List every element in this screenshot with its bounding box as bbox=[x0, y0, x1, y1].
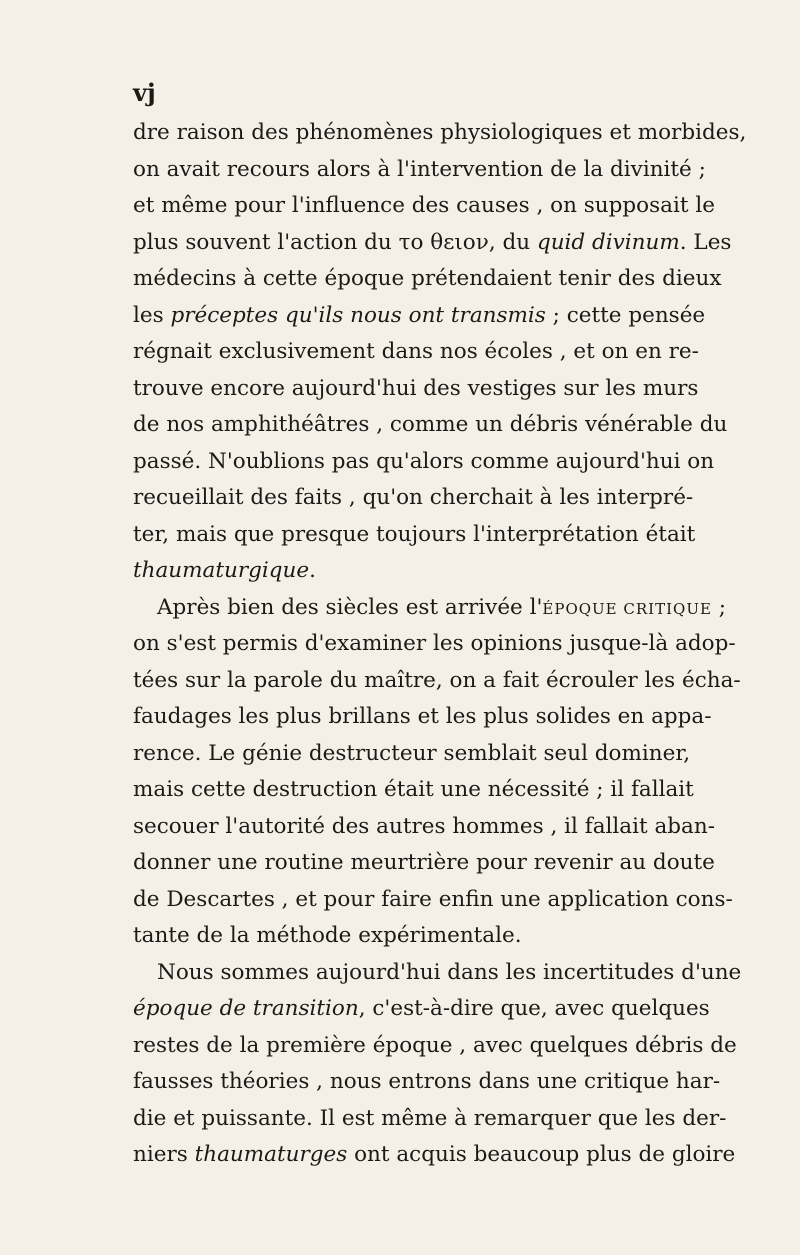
text-run: . bbox=[309, 558, 316, 583]
text-run: passé. N'oublions pas qu'alors comme aujourd'hui on bbox=[133, 448, 715, 474]
text-run: donner une routine meurtrière pour revenir au doute bbox=[133, 850, 715, 875]
italic-text: quid divinum bbox=[536, 229, 680, 255]
text-run: , c'est-à-dire que, avec quelques bbox=[358, 996, 710, 1021]
text-run: secouer l'autorité des autres hommes , il fallait aban- bbox=[133, 813, 715, 839]
text-run: médecins à cette époque prétendaient tenir des dieux bbox=[133, 266, 722, 291]
text-line bbox=[133, 626, 761, 663]
text-run: . Les bbox=[679, 229, 732, 255]
text-run: ; cette pensée bbox=[545, 302, 706, 328]
italic-text: préceptes qu'ils nous ont transmis bbox=[170, 302, 546, 328]
text-run: fausses théories , nous entrons dans une critique har- bbox=[133, 1069, 721, 1094]
text-line bbox=[133, 699, 761, 736]
text-run: ; bbox=[711, 594, 726, 620]
italic-text: époque de transition bbox=[133, 996, 359, 1021]
text-run: on s'est permis d'examiner les opinions jusque-là adop- bbox=[133, 631, 736, 656]
text-run: dre raison des phénomènes physiologiques et morbides, bbox=[133, 120, 747, 145]
text-run: trouve encore aujourd'hui des vestiges sur les murs bbox=[133, 375, 699, 401]
text-line bbox=[133, 882, 761, 919]
text-line bbox=[133, 1028, 761, 1065]
text-line bbox=[133, 444, 761, 481]
text-line bbox=[133, 261, 761, 298]
text-run: ter, mais que presque toujours l'interprétation était bbox=[133, 521, 696, 547]
text-line bbox=[133, 772, 761, 809]
text-run: rence. Le génie destructeur semblait seul dominer, bbox=[133, 740, 691, 766]
text-line bbox=[133, 809, 761, 846]
text-run: Après bien des siècles est arrivée l' bbox=[157, 594, 543, 620]
text-line bbox=[133, 590, 761, 627]
text-line bbox=[133, 115, 761, 152]
text-line bbox=[133, 736, 761, 773]
text-run: , du bbox=[488, 229, 537, 255]
text-line bbox=[133, 152, 761, 189]
text-line bbox=[133, 480, 761, 517]
text-line bbox=[133, 407, 761, 444]
text-line bbox=[133, 553, 761, 590]
italic-text: thaumaturgique bbox=[133, 558, 310, 583]
text-line bbox=[133, 298, 761, 335]
text-line bbox=[133, 1101, 761, 1138]
text-line bbox=[133, 955, 761, 992]
text-line bbox=[133, 225, 761, 262]
text-line bbox=[133, 845, 761, 882]
text-run: die et puissante. Il est même à remarquer que les der- bbox=[133, 1105, 727, 1131]
text-run: restes de la première époque , avec quelques débris de bbox=[133, 1032, 737, 1058]
text-line bbox=[133, 517, 761, 554]
italic-text: thaumaturges bbox=[194, 1142, 348, 1167]
text-run: recueillait des faits , qu'on cherchait à les interpré- bbox=[133, 485, 694, 510]
text-run: Nous sommes aujourd'hui dans les incertitudes d'une bbox=[157, 959, 742, 985]
text-run: ont acquis beaucoup plus de gloire bbox=[347, 1142, 736, 1167]
small-caps-text: ÉPOQUE CRITIQUE bbox=[542, 599, 712, 618]
page-number: vj bbox=[133, 78, 156, 107]
text-line bbox=[133, 1137, 761, 1174]
text-line bbox=[133, 1064, 761, 1101]
text-run: régnait exclusivement dans nos écoles , et on en re- bbox=[133, 339, 699, 364]
text-line bbox=[133, 334, 761, 371]
text-run: les bbox=[133, 302, 171, 328]
text-line bbox=[133, 371, 761, 408]
text-run: on avait recours alors à l'intervention de la divinité ; bbox=[133, 156, 706, 182]
text-line bbox=[133, 991, 761, 1028]
text-run: plus souvent l'action du bbox=[133, 229, 399, 255]
text-line bbox=[133, 188, 761, 225]
greek-text: το θειον bbox=[398, 229, 489, 255]
text-run: de nos amphithéâtres , comme un débris vénérable du bbox=[133, 412, 728, 437]
text-run: mais cette destruction était une nécessité ; il fallait bbox=[133, 777, 694, 802]
text-line bbox=[133, 663, 761, 700]
text-run: faudages les plus brillans et les plus solides en appa- bbox=[133, 704, 712, 729]
text-line bbox=[133, 918, 761, 955]
text-run: tées sur la parole du maître, on a fait écrouler les écha- bbox=[133, 667, 741, 693]
text-run: de Descartes , et pour faire enfin une application cons- bbox=[133, 886, 733, 912]
text-run: et même pour l'influence des causes , on supposait le bbox=[133, 193, 715, 218]
body-text bbox=[133, 115, 761, 1174]
text-run: niers bbox=[133, 1142, 195, 1167]
text-run: tante de la méthode expérimentale. bbox=[133, 923, 522, 948]
